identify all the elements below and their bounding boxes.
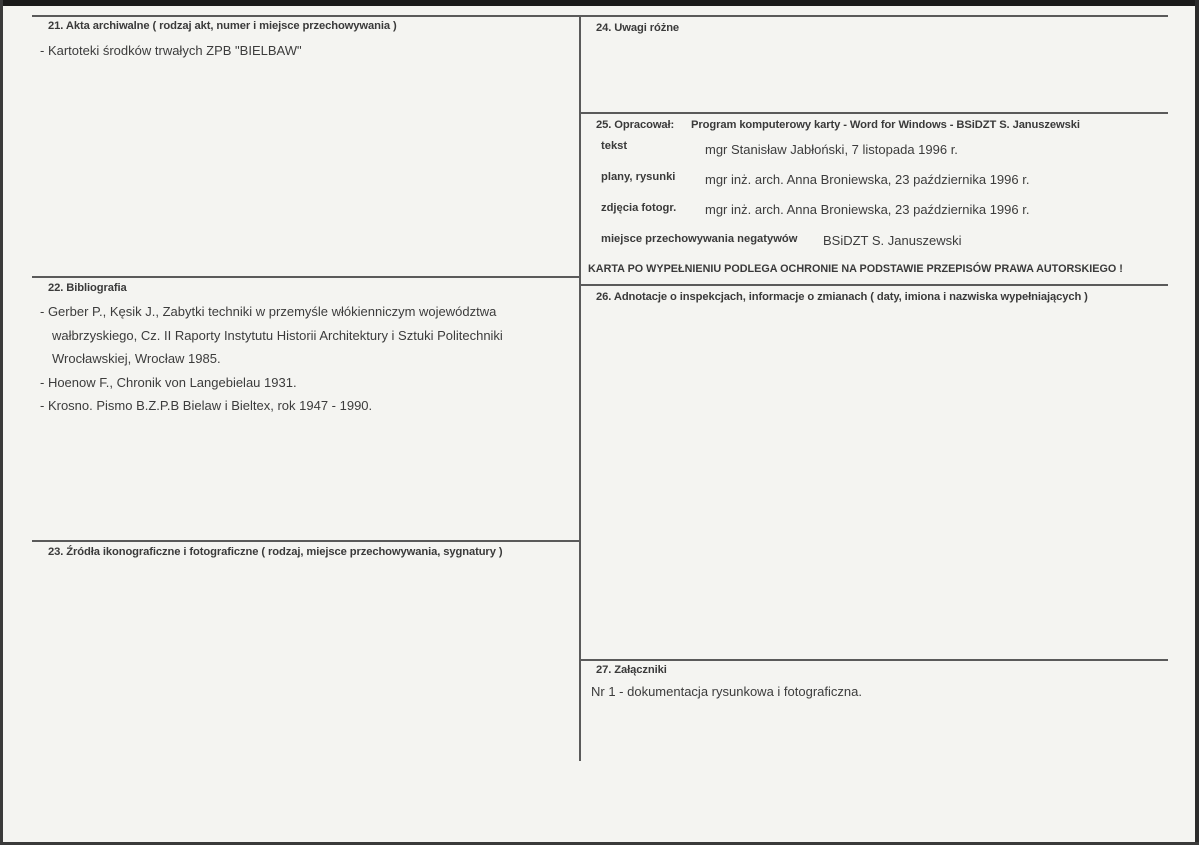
plany-label: plany, rysunki <box>601 171 676 183</box>
divider-26-27 <box>581 659 1168 661</box>
section-27-header: 27. Załączniki <box>596 664 667 676</box>
section-21-header: 21. Akta archiwalne ( rodzaj akt, numer i miejsce przechowywania ) <box>48 20 397 32</box>
divider-top <box>32 15 1168 17</box>
negatywy-label: miejsce przechowywania negatywów <box>601 233 798 245</box>
section-26-header: 26. Adnotacje o inspekcjach, informacje o zmianach ( daty, imiona i nazwiska wypełniających ) <box>596 291 1088 303</box>
zdjecia-label: zdjęcia fotogr. <box>601 202 677 214</box>
section-27-item: Nr 1 - dokumentacja rysunkowa i fotograficzna. <box>591 684 862 699</box>
section-21-item: - Kartoteki środków trwałych ZPB "BIELBAW" <box>40 43 302 58</box>
bibliography-item: - Hoenow F., Chronik von Langebielau 1931. <box>40 374 297 390</box>
section-25-program: Program komputerowy karty - Word for Windows - BSiDZT S. Januszewski <box>691 119 1080 131</box>
bibliography-item: - Krosno. Pismo B.Z.P.B Bielaw i Bieltex, rok 1947 - 1990. <box>40 398 373 413</box>
divider-center <box>579 15 581 761</box>
divider-24-25 <box>581 112 1168 114</box>
tekst-value: mgr Stanisław Jabłoński, 7 listopada 1996 r. <box>705 142 958 157</box>
section-22-header: 22. Bibliografia <box>48 282 127 294</box>
divider-22-23 <box>32 540 579 542</box>
zdjecia-value: mgr inż. arch. Anna Broniewska, 23 października 1996 r. <box>705 202 1030 217</box>
card-left-edge <box>0 0 3 845</box>
tekst-label: tekst <box>601 140 628 152</box>
section-23-header: 23. Źródła ikonograficzne i fotograficzne ( rodzaj, miejsce przechowywania, sygnatury ) <box>48 546 503 558</box>
divider-21-22 <box>32 276 579 278</box>
bibliography-item: - Gerber P., Kęsik J., Zabytki techniki w przemyśle włókienniczym województwa wałbrzyskiego, Cz. II Raporty Instytutu Historii Architektury i Sztuki Politechniki Wrocławskiej, Wrocław 1985. <box>40 304 503 366</box>
divider-25-26 <box>581 284 1168 286</box>
plany-value: mgr inż. arch. Anna Broniewska, 23 października 1996 r. <box>705 172 1030 187</box>
section-25-header: 25. Opracował: <box>596 119 675 131</box>
copyright-notice: KARTA PO WYPEŁNIENIU PODLEGA OCHRONIE NA PODSTAWIE PRZEPISÓW PRAWA AUTORSKIEGO ! <box>588 263 1123 275</box>
card-right-edge <box>1195 0 1199 845</box>
card-top-edge <box>0 0 1199 6</box>
section-24-header: 24. Uwagi różne <box>596 22 680 34</box>
negatywy-value: BSiDZT S. Januszewski <box>823 233 962 248</box>
bibliography-list <box>40 300 555 418</box>
